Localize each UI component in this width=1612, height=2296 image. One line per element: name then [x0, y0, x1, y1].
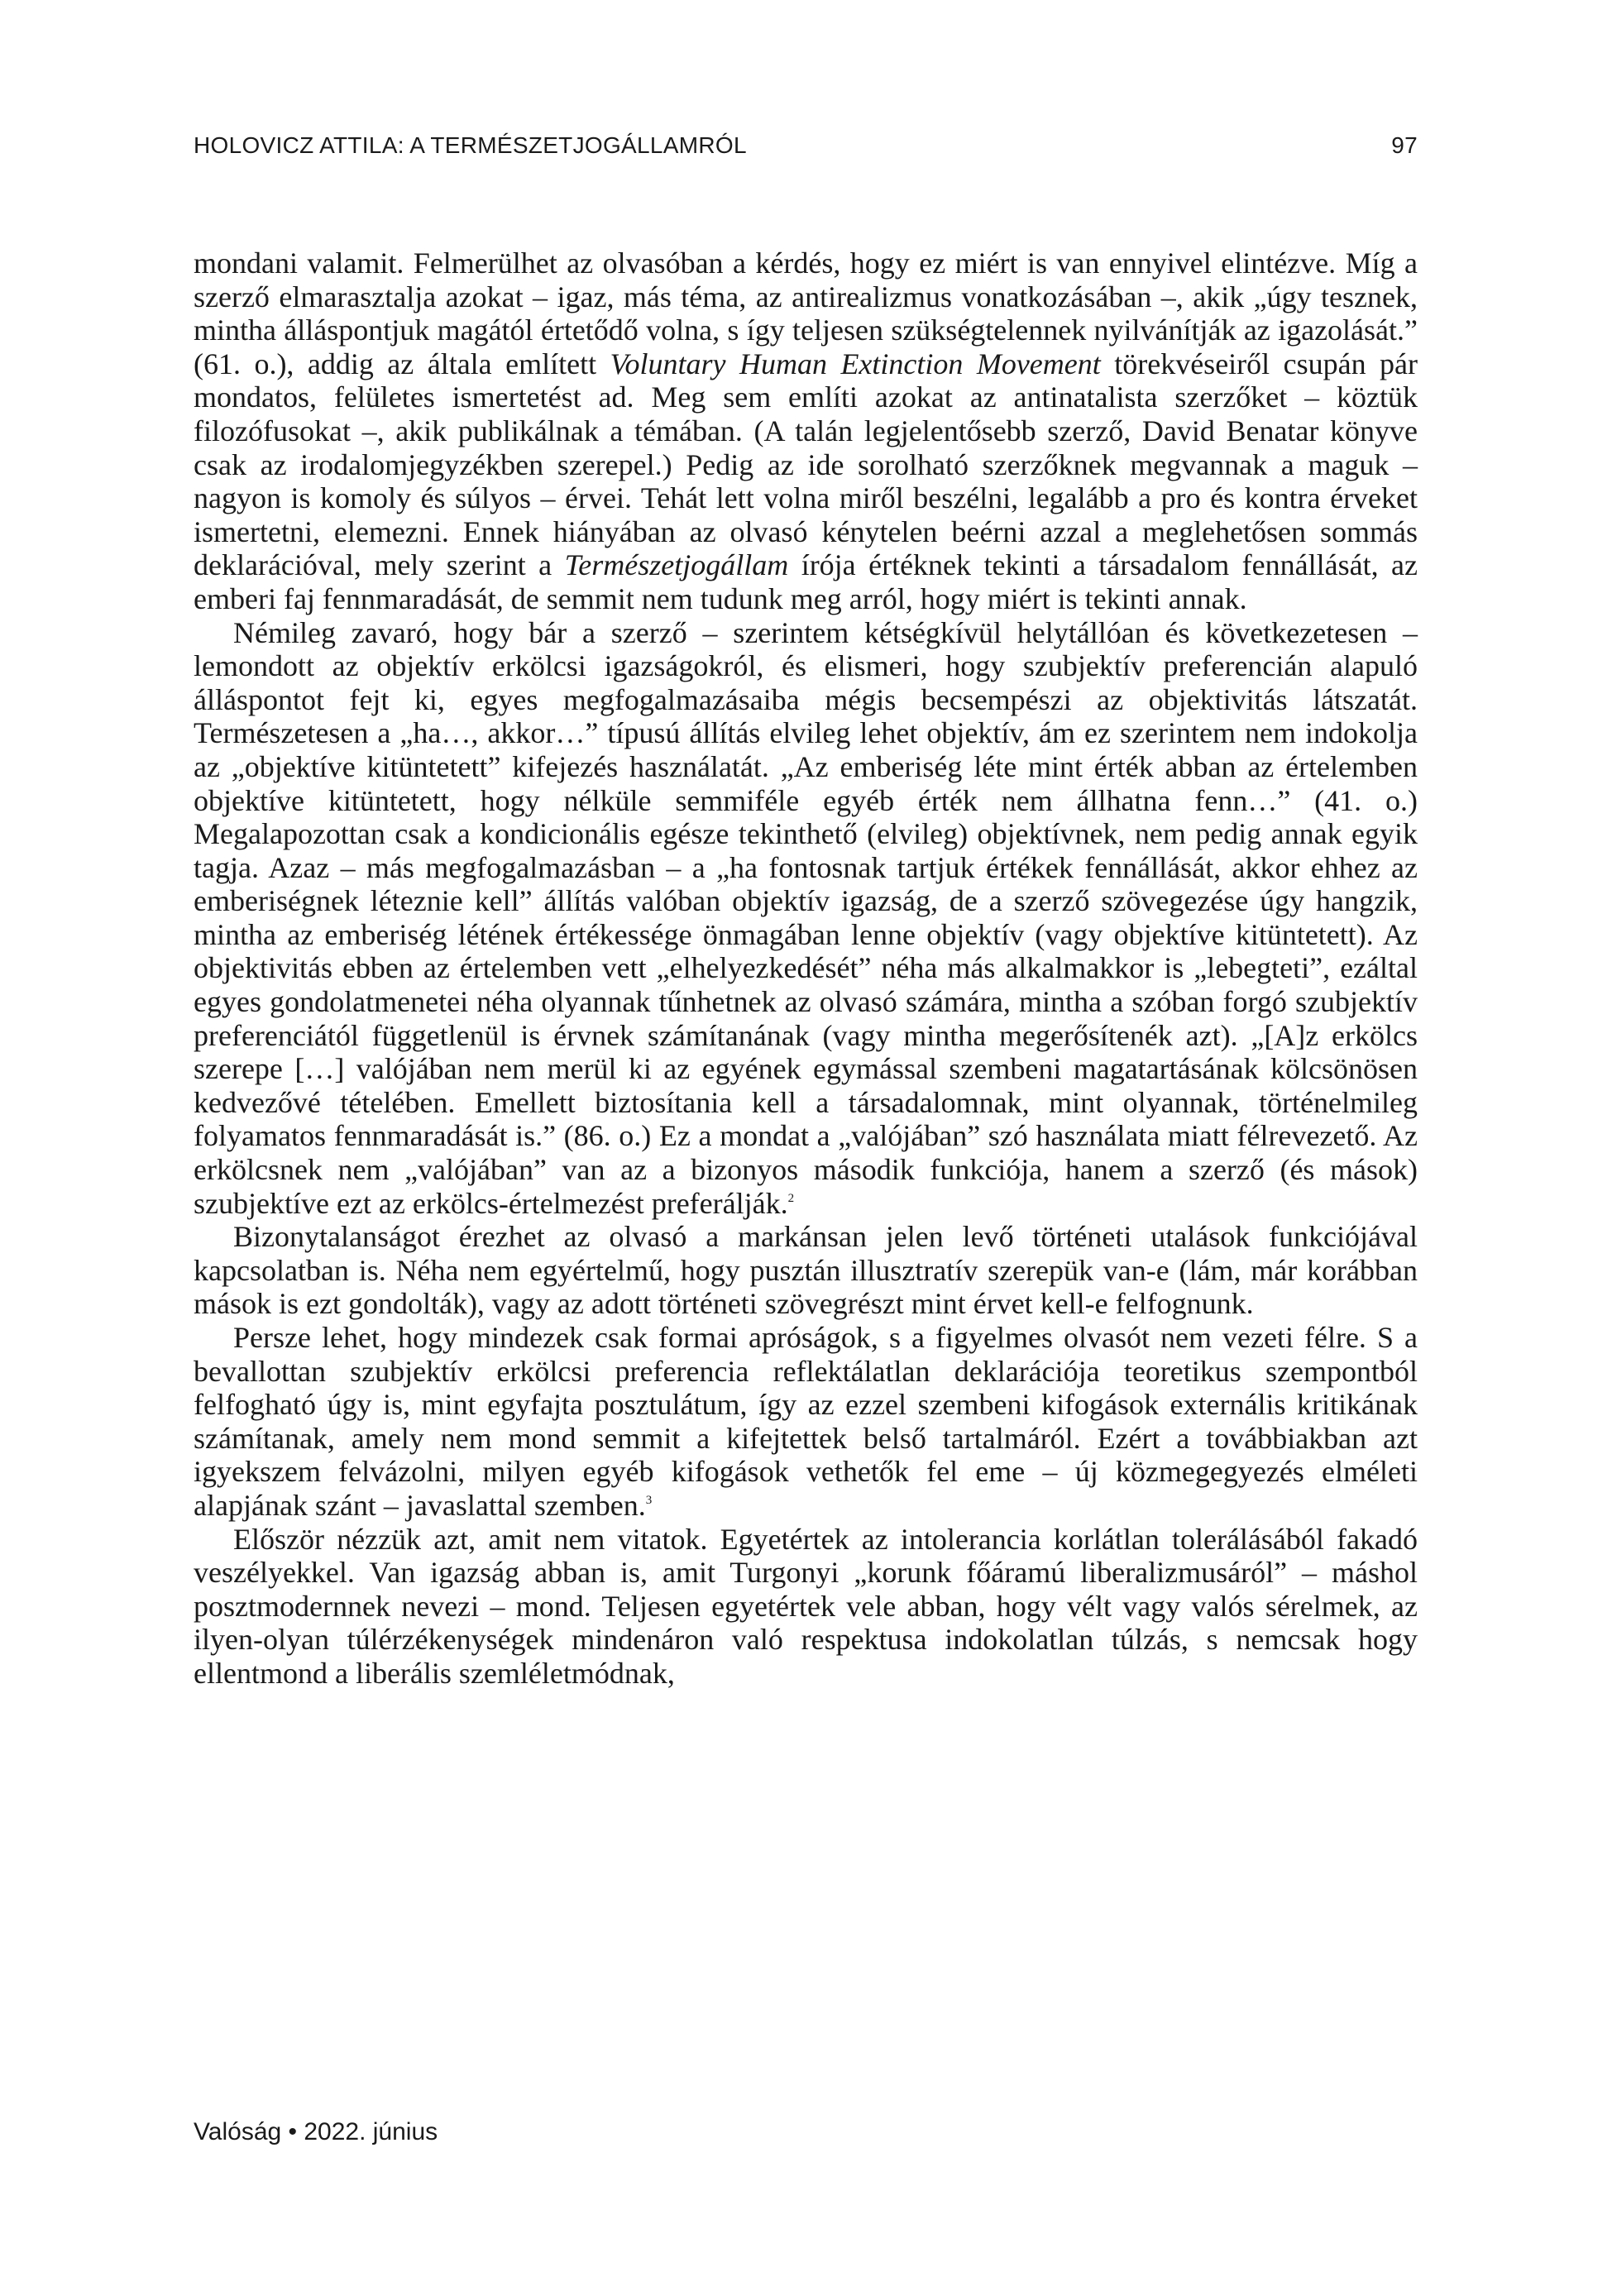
paragraph-3-text: Bizonytalanságot érezhet az olvasó a markánsan jelen levő történeti utalások funkciójával kapcsolatban is. Néha nem egyértelmű, hogy pusztán illusztratív szerepük van-e (lám, már korábban mások is ezt gondolták), vagy az adott történeti szövegrészt mint érvet kell-e felfognunk.	[194, 1220, 1418, 1321]
paragraph-5-text: Először nézzük azt, amit nem vitatok. Egyetértek az intolerancia korlátlan tolerálásából fakadó veszélyekkel. Van igazság abban is, amit Turgonyi „korunk főáramú liberalizmusáról” – máshol posztmodernnek nevezi – mond. Teljesen egyetértek vele abban, hogy vélt vagy valós sérelmek, az ilyen-olyan túlérzékenységek mindenáron való respektusa indokolatlan túlzás, s nemcsak hogy ellentmond a liberális szemléletmódnak,	[194, 1522, 1418, 1690]
running-title: HOLOVICZ ATTILA: A TERMÉSZETJOGÁLLAMRÓL	[194, 132, 747, 158]
paragraph-4	[194, 1321, 1418, 1523]
paragraph-5	[194, 1523, 1418, 1691]
paragraph-1-italic-book-title: Természetjogállam	[564, 548, 789, 582]
paragraph-3	[194, 1220, 1418, 1321]
paragraph-2-text: Némileg zavaró, hogy bár a szerző – szerintem kétségkívül helytállóan és következetesen – lemondott az objektív erkölcsi igazságokról, és elismeri, hogy szubjektív preferencián alapuló álláspontot fejt ki, egyes megfogalmazásaiba mégis becsempészi az objektivitás látszatát. Természetesen a „ha…, akkor…” típusú állítás elvileg lehet objektív, ám ez szerintem nem indokolja az „objektíve kitüntetett” kifejezés használatát. „Az emberiség léte mint érték abban az értelemben objektíve kitüntetett, hogy nélküle semmiféle egyéb érték nem állhatna fenn…” (41. o.) Megalapozottan csak a kondicionális egésze tekinthető (elvileg) objektívnek, nem pedig annak egyik tagja. Azaz – más megfogalmazásban – a „ha fontosnak tartjuk értékek fennállását, akkor ehhez az emberiségnek léteznie kell” állítás valóban objektív igazság, de a szerző szövegezése úgy hangzik, mintha az emberiség létének értékessége önmagában lenne objektív (vagy objektíve kitüntetett). Az objektivitás ebben az értelemben vett „elhelyezkedését” néha más alkalmakkor is „lebegteti”, ezáltal egyes gondolatmenetei néha olyannak tűnhetnek az olvasó számára, mintha a szóban forgó szubjektív preferenciától függetlenül is érvnek számítanának (vagy mintha megerősítenék azt). „[A]z erkölcs szerepe […] valójában nem merül ki az egyének egymással szembeni magatartásának kölcsönösen kedvezővé tételében. Emellett biztosítania kell a társadalomnak, mint olyannak, történelmileg folyamatos fennmaradását is.” (86. o.) Ez a mondat a „valójában” szó használata miatt félrevezető. Az erkölcsnek nem „valójában” van az a bizonyos második funkciója, hanem a szerző (és mások) szubjektíve ezt az erkölcs-értelmezést preferálják.	[194, 615, 1418, 1220]
paragraph-1-italic-movement: Voluntary Human Extinction Movement	[610, 347, 1101, 380]
footnote-marker-3[interactable]: 3	[645, 1493, 653, 1507]
paragraph-4-text: Persze lehet, hogy mindezek csak formai apróságok, s a figyelmes olvasót nem vezeti félre. S a bevallottan szubjektív erkölcsi preferencia reflektálatlan deklarációja teoretikus szempontból felfogható úgy is, mint egyfajta posztulátum, így az ezzel szembeni kifogások externális kritikának számítanak, amely nem mond semmit a kifejtettek belső tartalmáról. Ezért a továbbiakban azt igyekszem felvázolni, milyen egyéb kifogások vethetők fel eme – új közmegegyezés elméleti alapjának szánt – javaslattal szemben.	[194, 1321, 1418, 1522]
footnote-marker-2[interactable]: 2	[787, 1191, 795, 1205]
article-body	[194, 246, 1418, 1691]
page-number: 97	[1391, 132, 1418, 158]
journal-issue: Valóság • 2022. június	[194, 2118, 438, 2145]
paragraph-1-text-a: mondani valamit. Felmerülhet az olvasóban a kérdés, hogy ez miért is van ennyivel elintézve. Míg a szerző elmarasztalja azokat – igaz, más téma, az antirealizmus vonatkozásában –, akik „úgy tesznek, mintha álláspontjuk magától értetődő volna, s így teljesen szükségtelennek nyilvánítják az igazolását.” (61. o.), addig az általa említett	[194, 246, 1418, 380]
paragraph-1-text-b: törekvéseiről csupán pár mondatos, felületes ismertetést ad. Meg sem említi azokat az antinatalista szerzőket – köztük filozófusokat –, akik publikálnak a témában. (A talán legjelentősebb szerző, David Benatar könyve csak az irodalomjegyzékben szerepel.) Pedig az ide sorolható szerzőknek megvannak a maguk – nagyon is komoly és súlyos – érvei. Tehát lett volna miről beszélni, legalább a pro és kontra érveket ismertetni, elemezni. Ennek hiányában az olvasó kénytelen beérni azzal a meglehetősen sommás deklarációval, mely szerint a	[194, 347, 1418, 582]
paragraph-1-text-c: írója értéknek tekinti a társadalom fennállását, az emberi faj fennmaradását, de semmit nem tudunk meg arról, hogy miért is tekinti annak.	[194, 548, 1418, 615]
page-footer	[194, 2120, 438, 2145]
paragraph-1	[194, 246, 1418, 616]
paragraph-2	[194, 616, 1418, 1221]
